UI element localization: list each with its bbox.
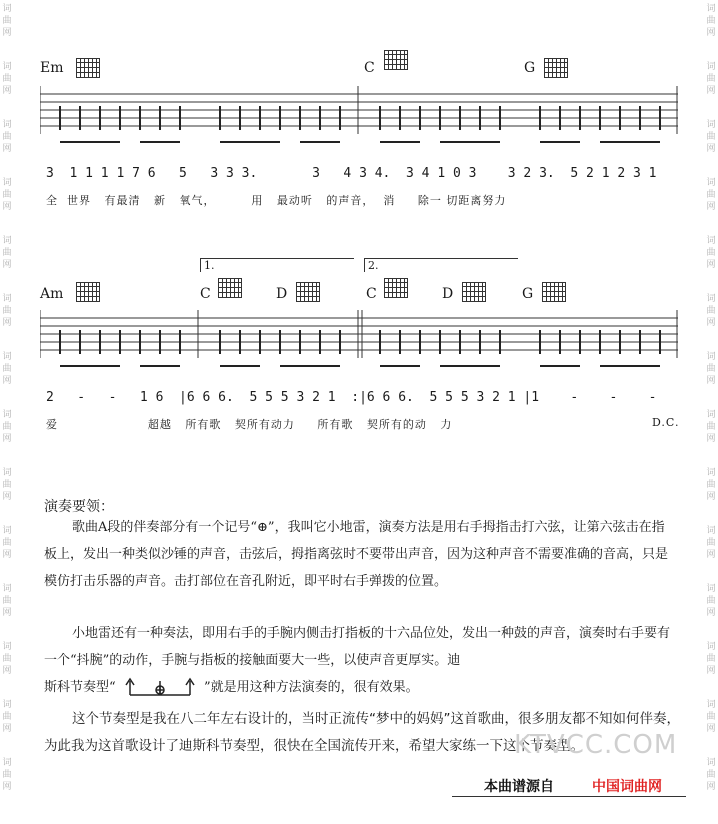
watermark-glyph: 网 [2,144,12,154]
watermark-glyph: 曲 [2,538,12,548]
watermark-glyph: 网 [2,318,12,328]
watermark-glyph: 曲 [2,480,12,490]
numbered-notation-row-2: 2 - - 1 6 |6 6 6. 5 5 5 3 2 1 :|6 6 6. 5 5 5 3 2 1 |1 - - - [46,390,657,405]
watermark-glyph: 词 [706,352,716,362]
right-watermark-strip [704,0,718,824]
chord-c: C [364,60,375,76]
watermark-glyph: 词 [706,62,716,72]
watermark-glyph: 曲 [2,190,12,200]
watermark-glyph: 网 [2,260,12,270]
watermark-glyph: 曲 [706,770,716,780]
rhythm-staff-2 [40,310,678,372]
notes-paragraph-2-end [44,674,674,701]
watermark-glyph: 网 [706,724,716,734]
watermark-glyph: 曲 [2,306,12,316]
disco-rhythm-figure [120,677,200,699]
volta-1: 1. [200,258,354,272]
rhythm-staff-1 [40,86,678,148]
watermark-glyph: 词 [2,178,12,188]
watermark-glyph: 词 [2,700,12,710]
watermark-glyph: 词 [2,410,12,420]
watermark-glyph: 曲 [706,596,716,606]
watermark-glyph: 曲 [2,770,12,780]
watermark-glyph: 网 [2,434,12,444]
chord-diagram [542,282,566,302]
watermark-glyph: 网 [2,376,12,386]
source-label: 本曲谱源自 [484,779,554,795]
watermark-glyph: 网 [2,202,12,212]
chord-diagram [462,282,486,302]
watermark-glyph: 词 [706,120,716,130]
watermark-glyph: 曲 [2,422,12,432]
watermark-glyph: 词 [2,352,12,362]
chord-diagram [218,278,242,298]
watermark-glyph: 曲 [706,190,716,200]
watermark-glyph: 网 [2,782,12,792]
watermark-glyph: 词 [2,642,12,652]
watermark-glyph: 网 [2,666,12,676]
chord-g: G [522,286,534,302]
watermark-glyph: 曲 [2,16,12,26]
watermark-glyph: 词 [706,4,716,14]
watermark-glyph: 词 [706,584,716,594]
chord-diagram [76,58,100,78]
watermark-glyph: 词 [2,468,12,478]
watermark-glyph: 网 [706,376,716,386]
chord-diagram [384,50,408,70]
watermark-glyph: 曲 [706,480,716,490]
watermark-glyph: 网 [2,608,12,618]
watermark-glyph: 词 [706,526,716,536]
site-watermark: KTVCC.COM [514,730,678,760]
watermark-glyph: 曲 [2,364,12,374]
notes-heading: 演奏要领： [44,499,114,515]
watermark-glyph: 词 [2,294,12,304]
watermark-glyph: 曲 [706,364,716,374]
watermark-glyph: 曲 [706,538,716,548]
chord-diagram [76,282,100,302]
footer-divider [452,796,686,797]
watermark-glyph: 曲 [2,712,12,722]
watermark-glyph: 词 [2,758,12,768]
watermark-glyph: 曲 [706,422,716,432]
notes-paragraph-3: 这个节奏型是我在八二年左右设计的，当时正流传“梦中的妈妈”这首歌曲，很多朋友都不知如何伴奏，为此我为这首歌设计了迪斯科节奏型，很快在全国流传开来，希望大家练一下这个节奏型。 [44,711,680,754]
watermark-glyph: 网 [2,550,12,560]
watermark-glyph: 网 [706,318,716,328]
watermark-glyph: 曲 [706,712,716,722]
watermark-glyph: 网 [2,28,12,38]
watermark-glyph: 网 [706,608,716,618]
watermark-glyph: 曲 [2,132,12,142]
watermark-glyph: 曲 [2,248,12,258]
chord-c: C [366,286,377,302]
lyrics-row-1: 全 世界 有最清 新 氧气， 用 最动听 的声音， 消 除一 切距离努力 [46,194,507,207]
watermark-glyph: 网 [706,86,716,96]
notes-paragraph-2: 小地雷还有一种奏法，即用右手的手腕内侧击打指板的十六品位处，发出一种鼓的声音，演奏时右手要有一个“抖腕”的动作，手腕与指板的接触面要大一些，以使声音更厚实。迪 [44,626,671,668]
watermark-glyph: 词 [2,526,12,536]
volta-2: 2. [364,258,518,272]
source-site-link[interactable]: 中国词曲网 [592,779,662,795]
watermark-glyph: 曲 [2,654,12,664]
watermark-glyph: 词 [2,4,12,14]
lyrics-row-2: 爱 超越 所有歌 契所有动力 所有歌 契所有的动 力 [46,418,453,431]
watermark-glyph: 词 [2,584,12,594]
watermark-glyph: 词 [706,178,716,188]
watermark-glyph: 曲 [2,74,12,84]
watermark-glyph: 网 [706,434,716,444]
watermark-glyph: 网 [706,666,716,676]
watermark-glyph: 词 [2,120,12,130]
watermark-glyph: 词 [2,236,12,246]
watermark-glyph: 网 [2,724,12,734]
watermark-glyph: 网 [706,550,716,560]
watermark-glyph: 网 [2,492,12,502]
watermark-glyph: 网 [706,28,716,38]
chord-diagram [544,58,568,78]
watermark-glyph: 词 [706,410,716,420]
chord-diagram [296,282,320,302]
dc-mark: D.C. [652,416,680,429]
watermark-glyph: 词 [706,642,716,652]
watermark-glyph: 曲 [706,248,716,258]
watermark-glyph: 网 [706,202,716,212]
watermark-glyph: 词 [706,468,716,478]
watermark-glyph: 曲 [706,132,716,142]
notes-paragraph-2-prefix: 斯科节奏型“ [44,680,116,695]
watermark-glyph: 词 [706,700,716,710]
chord-g: G [524,60,536,76]
watermark-glyph: 词 [706,758,716,768]
watermark-glyph: 曲 [2,596,12,606]
notes-paragraph-2-suffix: ”就是用这种方法演奏的，很有效果。 [203,680,419,695]
watermark-glyph: 曲 [706,654,716,664]
watermark-glyph: 网 [706,260,716,270]
chord-d: D [442,286,454,302]
watermark-glyph: 词 [706,236,716,246]
watermark-glyph: 网 [2,86,12,96]
watermark-glyph: 网 [706,492,716,502]
notes-paragraph-1: 歌曲A段的伴奏部分有一个记号“⊕”，我叫它小地雷，演奏方法是用右手拇指击打六弦，让第六弦击在指板上，发出一种类似沙锤的声音，击弦后，拇指离弦时不要带出声音，因为这种声音不需要准确的音高，只是模仿打击乐器的声音。击打部位在音孔附近，即平时右手弹拨的位置。 [44,520,669,589]
watermark-glyph: 网 [706,782,716,792]
watermark-glyph: 曲 [706,306,716,316]
chord-em: Em [40,60,64,76]
watermark-glyph: 词 [706,294,716,304]
numbered-notation-row-1: 3 1 1 1 1 7 6 5 3 3 3. 3 4 3 4. 3 4 1 0 3 3 2 3. 5 2 1 2 3 1 [46,166,657,181]
chord-d: D [276,286,288,302]
chord-c: C [200,286,211,302]
watermark-glyph: 词 [2,62,12,72]
chord-diagram [384,278,408,298]
chord-am: Am [40,286,64,302]
left-watermark-strip [0,0,14,824]
watermark-glyph: 曲 [706,16,716,26]
watermark-glyph: 曲 [706,74,716,84]
watermark-glyph: 网 [706,144,716,154]
